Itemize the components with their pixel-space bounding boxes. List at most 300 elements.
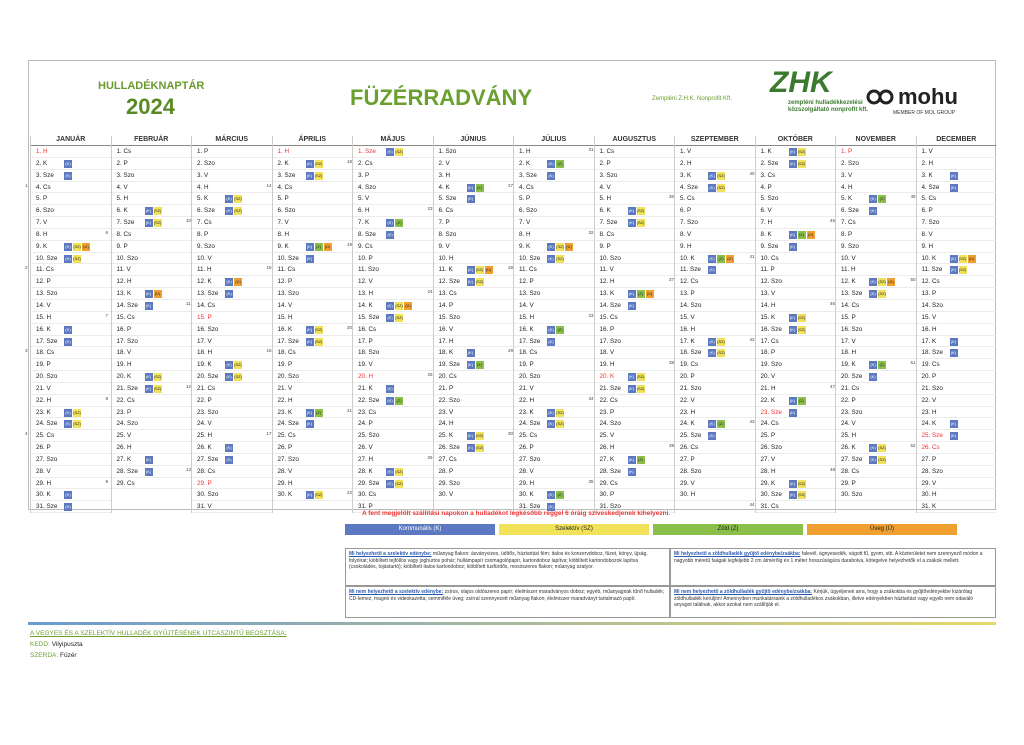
mohu-logo	[866, 84, 958, 110]
day-row	[273, 205, 353, 217]
day-label: 4. V	[116, 183, 128, 191]
pickup-sz: (SZ)	[958, 255, 967, 261]
day-label: 31. K	[921, 503, 937, 511]
info-title: Mi nem helyezhető a szelektív edénybe:	[349, 589, 444, 595]
day-row	[31, 312, 111, 324]
pickup-k: (K)	[789, 409, 796, 415]
pickup-k: (K)	[870, 279, 876, 285]
day-row	[675, 395, 755, 407]
month-name: JÚLIUS	[514, 136, 594, 146]
day-row	[830, 217, 916, 229]
day-label: 16. K	[519, 325, 534, 333]
day-row	[675, 229, 755, 241]
day-label: 23. H	[680, 408, 696, 416]
day-label: 31. Szo	[599, 503, 621, 511]
day-row	[347, 407, 433, 419]
day-label: 20. Szo	[36, 373, 58, 381]
day-label: 29. K	[760, 479, 776, 487]
pickup-k: (K)	[950, 421, 957, 427]
day-row	[31, 276, 111, 288]
day-row	[756, 489, 836, 501]
day-label: 12. Cs	[680, 278, 699, 286]
pickup-chips	[225, 456, 233, 464]
pickup-k: (K)	[709, 350, 715, 356]
pickup-sz: (SZ)	[73, 409, 81, 415]
pickup-sz: (SZ)	[234, 374, 242, 380]
day-row	[756, 264, 836, 276]
day-row	[273, 336, 353, 348]
day-row	[749, 501, 836, 513]
pickup-k: (K)	[870, 362, 876, 368]
day-row	[192, 170, 272, 182]
day-row	[595, 489, 675, 501]
day-label: 30. Szo	[841, 491, 863, 499]
pickup-sz: (SZ)	[314, 160, 323, 166]
street-schedule-title: A VEGYES ÉS A SZELEKTÍV HULLADÉK GYŰJTÉSÉNEK UTCASZINTŰ BEOSZTÁSA:	[30, 630, 287, 637]
day-label: 14. Cs	[197, 301, 216, 309]
day-row	[192, 241, 272, 253]
pickup-sz: (SZ)	[797, 480, 806, 486]
day-label: 10. Cs	[760, 254, 779, 262]
day-label: 5. H	[116, 195, 129, 203]
day-label: 12. P	[277, 278, 293, 286]
day-row	[756, 146, 836, 158]
day-label: 11. Sze	[680, 266, 701, 274]
day-label: 29. P	[197, 479, 212, 487]
day-label: 26. Cs	[921, 444, 940, 452]
day-row	[353, 312, 433, 324]
day-row	[273, 407, 353, 419]
day-row	[434, 418, 514, 430]
pickup-k: (K)	[65, 243, 71, 249]
day-row	[756, 312, 836, 324]
day-label: 23. Szo	[841, 408, 863, 416]
pickup-k: (K)	[467, 433, 474, 439]
week-number: 18	[347, 158, 353, 164]
day-row	[756, 359, 836, 371]
day-row	[434, 359, 514, 371]
day-label: 20. Cs	[438, 373, 457, 381]
legend-zold: Zöld (Z)	[653, 524, 803, 535]
day-label: 24. Szo	[599, 420, 621, 428]
pickup-k: (K)	[387, 397, 393, 403]
day-label: 1. V	[921, 148, 933, 155]
day-label: 24. Sze	[277, 420, 299, 428]
day-label: 23. P	[116, 408, 132, 416]
day-label: 14. Cs	[841, 301, 860, 309]
day-label: 21. Sze	[599, 384, 621, 392]
day-label: 7. P	[438, 219, 450, 227]
day-row	[756, 383, 836, 395]
day-label: 13. P	[921, 290, 937, 298]
day-row	[588, 395, 675, 407]
day-label: 23. Szo	[197, 408, 219, 416]
schedule-place: Füzér	[59, 652, 77, 659]
day-row	[514, 288, 594, 300]
day-row	[595, 324, 675, 336]
day-row	[273, 300, 353, 312]
pickup-chips	[789, 480, 806, 488]
day-row	[112, 324, 192, 336]
pickup-chips	[547, 255, 564, 263]
day-row	[595, 383, 675, 395]
pickup-sz: (SZ)	[153, 208, 162, 214]
day-label: 30. K	[36, 491, 51, 499]
day-label: 4. Sze	[921, 183, 940, 191]
pickup-chips	[628, 290, 654, 298]
day-label: 18. Cs	[277, 349, 296, 357]
day-row	[836, 418, 916, 430]
day-label: 14. Szo	[921, 301, 943, 309]
day-row	[112, 336, 192, 348]
day-row	[112, 407, 192, 419]
pickup-chips	[145, 468, 153, 476]
day-label: 30. Cs	[358, 491, 377, 499]
day-label: 27. P	[921, 455, 937, 463]
pickup-chips	[950, 338, 958, 346]
day-row	[31, 478, 111, 490]
pickup-chips	[789, 326, 806, 334]
day-label: 5. Cs	[921, 195, 937, 203]
day-row	[31, 229, 111, 241]
day-row	[434, 253, 514, 265]
schedule-day: KEDD:	[30, 641, 50, 648]
day-row	[910, 359, 997, 371]
day-row	[917, 478, 997, 490]
day-label: 18. Cs	[36, 349, 55, 357]
day-label: 6. Szo	[277, 207, 296, 215]
day-label: 17. Szo	[599, 337, 621, 345]
week-number: 39	[669, 443, 675, 449]
pickup-chips	[64, 491, 72, 499]
day-row	[266, 347, 353, 359]
day-label: 24. V	[841, 420, 856, 428]
pickup-z: (Z)	[879, 362, 885, 368]
week-number: 23	[427, 206, 433, 212]
pickup-sz: (SZ)	[234, 208, 242, 214]
day-label: 9. Szo	[841, 242, 859, 250]
week-number: 4	[25, 431, 28, 437]
pickup-chips	[708, 255, 734, 263]
day-label: 4. Cs	[36, 183, 51, 191]
day-label: 27. Szo	[519, 455, 541, 463]
week-number: 37	[669, 277, 675, 283]
day-label: 3. P	[358, 171, 370, 179]
day-label: 19. P	[36, 361, 51, 369]
day-label: 29. Szo	[438, 479, 460, 487]
pickup-k: (K)	[950, 338, 957, 344]
day-label: 4. K	[438, 183, 450, 191]
day-row	[353, 371, 433, 383]
month-9	[749, 136, 836, 513]
pickup-z: (Z)	[879, 196, 885, 202]
day-label: 20. V	[760, 373, 776, 381]
day-row	[836, 182, 916, 194]
month-name: MÁJUS	[353, 136, 433, 146]
day-row	[675, 264, 755, 276]
day-row	[273, 241, 353, 253]
day-label: 8. Cs	[599, 230, 615, 238]
day-label: 19. Sze	[438, 361, 460, 369]
day-row	[669, 193, 755, 205]
day-row	[31, 300, 111, 312]
day-row	[675, 146, 755, 158]
day-label: 30. Szo	[197, 491, 219, 499]
info-text: Kérjük, ügyeljenek arra, hogy a zsákokba és gyűjtőedényekbe kizárólag zöldhulladék kerüljön! Amennyiben munkatársaink a zöldhulladékos zsákokban, illetve edényekben háztartási vagy egyéb nem odaváló anyagot találnak, akkor azokat nem szállítják el.	[674, 589, 974, 608]
day-row	[273, 442, 353, 454]
pickup-k: (K)	[226, 445, 232, 451]
day-label: 21. P	[438, 384, 454, 392]
day-row	[31, 489, 111, 501]
month-name: OKTÓBER	[756, 136, 836, 146]
day-label: 28. Szo	[921, 467, 943, 475]
day-row	[353, 442, 433, 454]
pickup-k: (K)	[145, 208, 152, 214]
day-row	[266, 430, 353, 442]
day-row	[266, 264, 353, 276]
day-label: 28. Cs	[841, 467, 860, 475]
day-label: 6. K	[116, 207, 128, 215]
pickup-chips	[386, 480, 403, 488]
day-row	[112, 442, 192, 454]
day-row	[192, 324, 272, 336]
pickup-k: (K)	[226, 208, 232, 214]
day-row	[273, 229, 353, 241]
day-label: 17. K	[680, 337, 695, 345]
pickup-k: (K)	[145, 385, 152, 391]
day-label: 15. V	[680, 313, 695, 321]
day-label: 22. V	[680, 396, 695, 404]
day-row	[514, 300, 594, 312]
day-label: 21. Cs	[841, 384, 860, 392]
day-row	[347, 489, 433, 501]
day-row	[669, 359, 755, 371]
month-11	[910, 136, 997, 513]
day-row	[192, 146, 272, 158]
week-number: 14	[266, 182, 272, 188]
day-label: 3. V	[841, 171, 853, 179]
day-row	[514, 217, 594, 229]
day-label: 6. Szo	[519, 207, 537, 215]
day-row	[353, 217, 433, 229]
day-label: 22. V	[921, 396, 937, 404]
day-row	[112, 454, 192, 466]
day-label: 28. K	[358, 467, 373, 475]
pickup-sz: (SZ)	[878, 456, 886, 462]
day-row	[595, 418, 675, 430]
pickup-u: (Ü)	[888, 279, 894, 285]
day-row	[595, 359, 675, 371]
day-label: 18. Szo	[358, 349, 380, 357]
day-label: 11. K	[438, 266, 453, 274]
day-row	[595, 253, 675, 265]
week-number: 41	[749, 253, 755, 259]
pickup-k: (K)	[387, 314, 393, 320]
day-row	[514, 371, 594, 383]
day-row	[31, 336, 111, 348]
day-label: 28. V	[277, 467, 293, 475]
day-label: 26. P	[519, 444, 534, 452]
day-label: 14. V	[519, 301, 534, 309]
pickup-k: (K)	[306, 409, 313, 415]
day-row	[595, 288, 675, 300]
day-row	[434, 146, 514, 158]
day-label: 31. Sze	[519, 503, 541, 511]
pickup-k: (K)	[789, 314, 796, 320]
day-label: 18. H	[841, 349, 857, 357]
pickup-k: (K)	[709, 338, 715, 344]
day-row	[836, 288, 916, 300]
pickup-sz: (SZ)	[556, 243, 564, 249]
day-label: 16. H	[680, 325, 696, 333]
day-label: 6. K	[599, 207, 611, 215]
day-label: 30. K	[519, 491, 534, 499]
day-row	[836, 489, 916, 501]
day-row	[186, 466, 272, 478]
day-label: 12. H	[599, 278, 615, 286]
day-label: 16. K	[277, 325, 293, 333]
day-row	[347, 324, 433, 336]
day-label: 27. H	[358, 455, 374, 463]
month-name: ÁPRILIS	[273, 136, 353, 146]
day-label: 14. Szo	[680, 301, 702, 309]
day-label: 12. V	[358, 278, 373, 286]
day-row	[31, 158, 111, 170]
pickup-u: (Ü)	[235, 279, 241, 285]
pickup-chips	[386, 385, 394, 393]
day-label: 13. Szo	[277, 290, 299, 298]
day-label: 2. Sze	[760, 159, 779, 167]
day-row	[917, 182, 997, 194]
day-row	[669, 442, 755, 454]
pickup-chips	[467, 361, 484, 369]
day-row	[31, 371, 111, 383]
week-number: 51	[910, 360, 916, 366]
day-row	[917, 264, 997, 276]
day-label: 17. Sze	[277, 337, 299, 345]
week-number: 24	[427, 289, 433, 295]
day-row	[836, 229, 916, 241]
info-text: zsíros, olajos oldószeres papír; élelmiszer maradványos doboz; egyéb, műanyagnak tűnő hulladék; CD-lemez, magnó és videokazetta; semmiféle üveg; zsírral szennyezett műanyag flakon; élelmiszer maradványt tartalmazó papír.	[349, 589, 665, 602]
day-row	[836, 276, 916, 288]
month-1	[105, 136, 192, 513]
day-label: 8. Cs	[116, 230, 132, 238]
day-label: 20. P	[680, 373, 695, 381]
day-row	[31, 466, 111, 478]
pickup-z: (Z)	[637, 291, 644, 297]
pickup-chips	[547, 326, 564, 334]
day-row	[675, 383, 755, 395]
day-label: 12. H	[116, 278, 132, 286]
pickup-k: (K)	[226, 456, 232, 462]
day-row	[675, 324, 755, 336]
pickup-k: (K)	[145, 456, 152, 462]
day-row	[588, 312, 675, 324]
day-label: 21. V	[277, 384, 293, 392]
day-label: 10. H	[438, 254, 454, 262]
day-row	[434, 217, 514, 229]
pickup-chips	[708, 172, 725, 180]
pickup-chips	[708, 432, 716, 440]
week-number: 9	[105, 478, 109, 484]
day-label: 2. H	[680, 159, 692, 167]
day-label: 19. K	[841, 361, 856, 369]
pickup-z: (Z)	[718, 255, 724, 261]
day-row	[836, 264, 916, 276]
day-label: 27. Cs	[438, 455, 457, 463]
months-grid	[25, 136, 996, 513]
week-number: 19	[347, 241, 353, 247]
pickup-k: (K)	[145, 291, 152, 297]
day-label: 22. Cs	[599, 396, 618, 404]
pickup-chips	[547, 338, 555, 346]
pickup-chips	[225, 444, 233, 452]
pickup-chips	[64, 409, 81, 417]
day-label: 9. Szo	[197, 242, 215, 250]
pickup-k: (K)	[145, 302, 152, 308]
day-label: 2. K	[277, 159, 289, 167]
pickup-chips	[64, 172, 72, 180]
pickup-k: (K)	[628, 208, 635, 214]
day-row	[31, 170, 111, 182]
day-row	[434, 241, 514, 253]
day-label: 5. K	[197, 195, 209, 203]
day-label: 5. P	[519, 195, 531, 203]
pickup-k: (K)	[870, 445, 876, 451]
day-label: 6. P	[680, 207, 692, 215]
pickup-sz: (SZ)	[73, 255, 81, 261]
day-row	[112, 383, 192, 395]
pickup-chips	[467, 184, 484, 192]
day-label: 28. V	[36, 467, 51, 475]
day-label: 24. H	[438, 420, 454, 428]
legend-szelektiv: Szelektív (SZ)	[499, 524, 649, 535]
pickup-k: (K)	[548, 255, 554, 261]
pickup-k: (K)	[789, 492, 796, 498]
pickup-u: (Ü)	[727, 255, 733, 261]
day-row	[353, 478, 433, 490]
pickup-sz: (SZ)	[475, 267, 484, 273]
pickup-chips	[789, 243, 797, 251]
pickup-k: (K)	[65, 255, 71, 261]
day-row	[273, 146, 353, 158]
day-label: 17. Sze	[36, 337, 58, 345]
day-row	[756, 454, 836, 466]
day-row	[112, 170, 192, 182]
day-label: 1. Szo	[438, 148, 457, 155]
pickup-sz: (SZ)	[878, 291, 886, 297]
day-label: 3. H	[438, 171, 451, 179]
day-label: 20. Szo	[277, 373, 299, 381]
day-row	[595, 371, 675, 383]
pickup-u: (Ü)	[324, 243, 331, 249]
day-row	[514, 324, 594, 336]
day-label: 8. Sze	[358, 230, 376, 238]
pickup-chips	[145, 302, 153, 310]
pickup-chips	[869, 361, 886, 369]
pickup-chips	[950, 349, 958, 357]
pickup-z: (Z)	[315, 409, 322, 415]
day-label: 8. V	[680, 230, 692, 238]
day-row	[595, 300, 675, 312]
day-label: 18. Sze	[921, 349, 943, 357]
day-label: 6. Cs	[438, 207, 454, 215]
day-label: 27. P	[680, 455, 695, 463]
divider	[28, 622, 996, 625]
day-label: 14. H	[760, 301, 776, 309]
day-row	[756, 478, 836, 490]
pickup-k: (K)	[65, 172, 71, 178]
